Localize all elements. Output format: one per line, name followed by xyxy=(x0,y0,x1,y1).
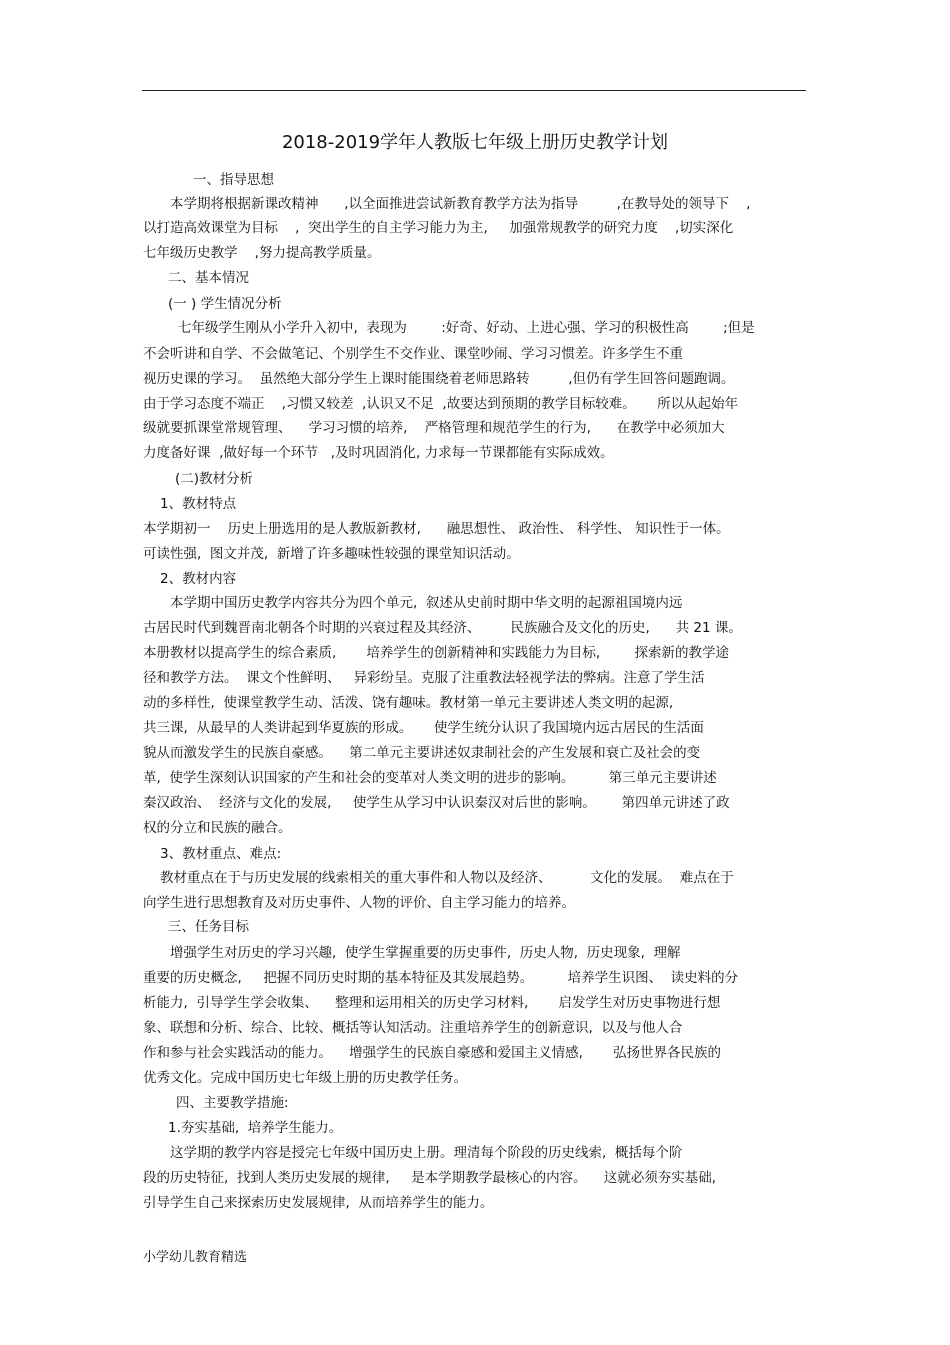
subsection-heading: (一 ) 学生情况分析 xyxy=(168,296,282,312)
paragraph-line: 这学期的教学内容是授完七年级中国历史上册。理清每个阶段的历史线索, 概括每个阶 xyxy=(170,1145,683,1161)
paragraph-line: 以打造高效课堂为目标 , 突出学生的自主学习能力为主, 加强常规教学的研究力度 ,切实深化 xyxy=(143,220,734,236)
paragraph-line: 段的历史特征, 找到人类历史发展的规律, 是本学期教学最核心的内容。 这就必须夯实基础, xyxy=(143,1170,717,1186)
paragraph-line: 七年级学生刚从小学升入初中, 表现为 :好奇、好动、上进心强、学习的积极性高 ;但是 xyxy=(178,320,755,336)
paragraph-line: 重要的历史概念, 把握不同历史时期的基本特征及其发展趋势。 培养学生识图、 读史料的分 xyxy=(143,970,739,986)
paragraph-line: 可读性强, 图文并茂, 新增了许多趣味性较强的课堂知识活动。 xyxy=(143,546,520,562)
section-heading: 四、主要教学措施: xyxy=(176,1095,289,1111)
section-heading: 二、基本情况 xyxy=(168,270,249,286)
paragraph-line: 权的分立和民族的融合。 xyxy=(143,820,292,836)
header-rule xyxy=(142,90,806,91)
paragraph-line: 教材重点在于与历史发展的线索相关的重大事件和人物以及经济、 文化的发展。 难点在于 xyxy=(160,870,734,886)
item-heading: 3、教材重点、难点: xyxy=(160,846,282,862)
paragraph-line: 作和参与社会实践活动的能力。 增强学生的民族自豪感和爱国主义情感, 弘扬世界各民族的 xyxy=(143,1045,721,1061)
paragraph-line: 古居民时代到魏晋南北朝各个时期的兴衰过程及其经济、 民族融合及文化的历史, 共 21 课。 xyxy=(143,620,742,636)
paragraph-line: 象、联想和分析、综合、比较、概括等认知活动。注重培养学生的创新意识, 以及与他人合 xyxy=(143,1020,683,1036)
paragraph-line: 本学期初一 历史上册选用的是人教版新教材, 融思想性、 政治性、 科学性、 知识性于一体。 xyxy=(143,521,730,537)
section-heading: 一、指导思想 xyxy=(193,172,274,188)
paragraph-line: 本学期将根据新课改精神 ,以全面推进尝试新教育教学方法为指导 ,在教导处的领导下 , xyxy=(170,196,751,212)
paragraph-line: 级就要抓课堂常规管理、 学习习惯的培养, 严格管理和规范学生的行为, 在教学中必须加大 xyxy=(143,420,725,436)
paragraph-line: 增强学生对历史的学习兴趣, 使学生掌握重要的历史事件, 历史人物, 历史现象, 理解 xyxy=(170,945,681,961)
paragraph-line: 本册教材以提高学生的综合素质, 培养学生的创新精神和实践能力为目标, 探索新的教学途 xyxy=(143,645,729,661)
item-heading: 2、教材内容 xyxy=(160,571,237,587)
paragraph-line: 析能力, 引导学生学会收集、 整理和运用相关的历史学习材料, 启发学生对历史事物进行想 xyxy=(143,995,721,1011)
paragraph-line: 本学期中国历史教学内容共分为四个单元, 叙述从史前时期中华文明的起源祖国境内远 xyxy=(170,595,683,611)
paragraph-line: 径和教学方法。 课文个性鲜明、 异彩纷呈。克服了注重教法轻视学法的弊病。注意了学生活 xyxy=(143,670,705,686)
item-heading: 1.夯实基础, 培养学生能力。 xyxy=(168,1120,343,1136)
paragraph-line: 由于学习态度不端正 ,习惯又较差 ,认识又不足 ,故要达到预期的教学目标较难。 所以从起始年 xyxy=(143,396,739,412)
paragraph-line: 共三课, 从最早的人类讲起到华夏族的形成。 使学生统分认识了我国境内远古居民的生活面 xyxy=(143,720,704,736)
paragraph-line: 不会听讲和自学、不会做笔记、个别学生不交作业、课堂吵闹、学习习惯差。许多学生不重 xyxy=(143,346,683,362)
paragraph-line: 革, 使学生深刻认识国家的产生和社会的变革对人类文明的进步的影响。 第三单元主要讲述 xyxy=(143,770,717,786)
section-heading: 三、任务目标 xyxy=(168,919,249,935)
paragraph-line: 力度备好课 ,做好每一个环节 ,及时巩固消化, 力求每一节课都能有实际成效。 xyxy=(143,445,614,461)
paragraph-line: 貌从而激发学生的民族自豪感。 第二单元主要讲述奴隶制社会的产生发展和衰亡及社会的变 xyxy=(143,745,701,761)
item-heading: 1、教材特点 xyxy=(160,496,237,512)
paragraph-line: 视历史课的学习。 虽然绝大部分学生上课时能围绕着老师思路转 ,但仍有学生回答问题跑调。 xyxy=(143,371,735,387)
paragraph-line: 优秀文化。完成中国历史七年级上册的历史教学任务。 xyxy=(143,1070,467,1086)
paragraph-line: 向学生进行思想教育及对历史事件、人物的评价、自主学习能力的培养。 xyxy=(143,895,575,911)
document-title: 2018-2019学年人教版七年级上册历史教学计划 xyxy=(281,132,669,153)
paragraph-line: 七年级历史教学 ,努力提高教学质量。 xyxy=(143,245,381,261)
page-footer: 小学幼儿教育精选 xyxy=(143,1250,248,1265)
subsection-heading: (二)教材分析 xyxy=(175,471,254,487)
paragraph-line: 动的多样性, 使课堂教学生动、活泼、饶有趣味。教材第一单元主要讲述人类文明的起源, xyxy=(143,695,674,711)
paragraph-line: 引导学生自己来探索历史发展规律, 从而培养学生的能力。 xyxy=(143,1195,494,1211)
paragraph-line: 秦汉政治、 经济与文化的发展, 使学生从学习中认识秦汉对后世的影响。 第四单元讲述了政 xyxy=(143,795,730,811)
